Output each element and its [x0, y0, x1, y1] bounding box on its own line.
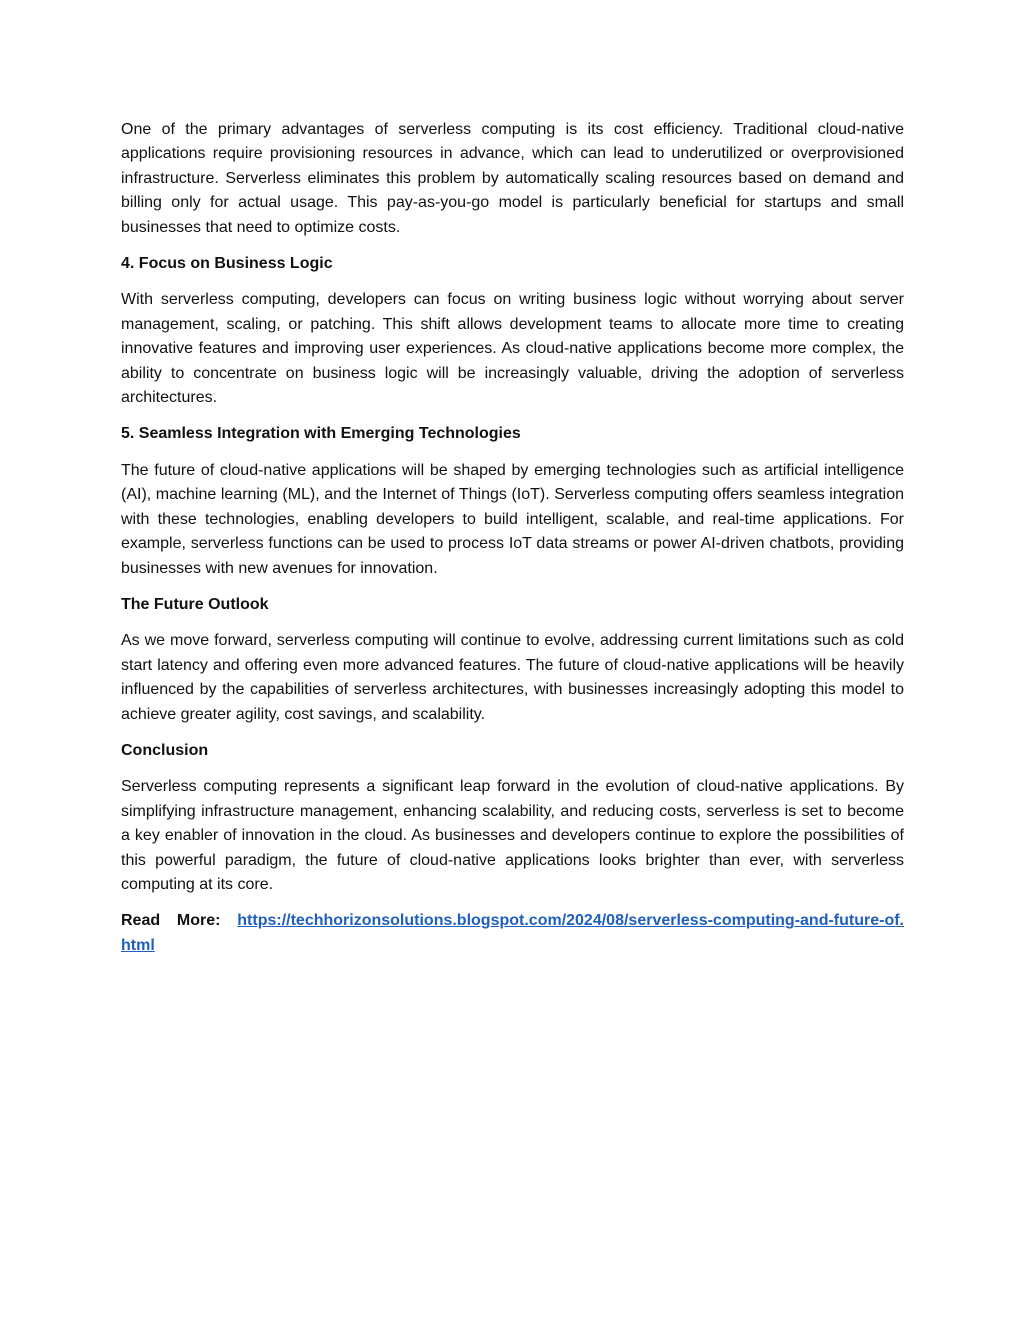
future-outlook-paragraph: As we move forward, serverless computing will continue to evolve, addressing current limitations such as cold start latency and offering even more advanced features. The future of cloud-native applications will be heavily influenced by the capabilities of serverless architectures, with businesses increasingly adopting this model to achieve greater agility, cost savings, and scalability.	[121, 632, 904, 723]
business-logic-paragraph: With serverless computing, developers can focus on writing business logic without worrying about server management, scaling, or patching. This shift allows development teams to allocate more time to creating innovative features and improving user experiences. As cloud-native applications become more complex, the ability to concentrate on business logic will be increasingly valuable, driving the adoption of serverless architectures.	[121, 291, 904, 407]
business-logic-heading: 4. Focus on Business Logic	[121, 255, 333, 273]
emerging-tech-heading: 5. Seamless Integration with Emerging Technologies	[121, 425, 521, 443]
conclusion-paragraph: Serverless computing represents a significant leap forward in the evolution of cloud-native applications. By simplifying infrastructure management, enhancing scalability, and reducing costs, serverless is set to become a key enabler of innovation in the cloud. As businesses and developers continue to explore the possibilities of this powerful paradigm, the future of cloud-native applications looks brighter than ever, with serverless computing at its core.	[121, 778, 904, 893]
document-page	[121, 118, 904, 958]
conclusion-heading: Conclusion	[121, 741, 209, 759]
future-outlook-heading: The Future Outlook	[121, 595, 269, 613]
read-more-link[interactable]: https://techhorizonsolutions.blogspot.com/2024/08/serverless-computing-and-future-of.html	[121, 912, 904, 954]
read-more-line	[121, 909, 904, 958]
read-more-label: Read More:	[121, 912, 221, 930]
emerging-tech-paragraph: The future of cloud-native applications will be shaped by emerging technologies such as artificial intelligence (AI), machine learning (ML), and the Internet of Things (IoT). Serverless computing offers seamless integration with these technologies, enabling developers to build intelligent, scalable, and real-time applications. For example, serverless functions can be used to process IoT data streams or power AI-driven chatbots, providing businesses with new avenues for innovation.	[121, 461, 904, 577]
cost-efficiency-paragraph: One of the primary advantages of serverless computing is its cost efficiency. Traditional cloud-native applications require provisioning resources in advance, which can lead to underutilized or overprovisioned infrastructure. Serverless eliminates this problem by automatically scaling resources based on demand and billing only for actual usage. This pay-as-you-go model is particularly beneficial for startups and small businesses that need to optimize costs.	[121, 121, 904, 236]
